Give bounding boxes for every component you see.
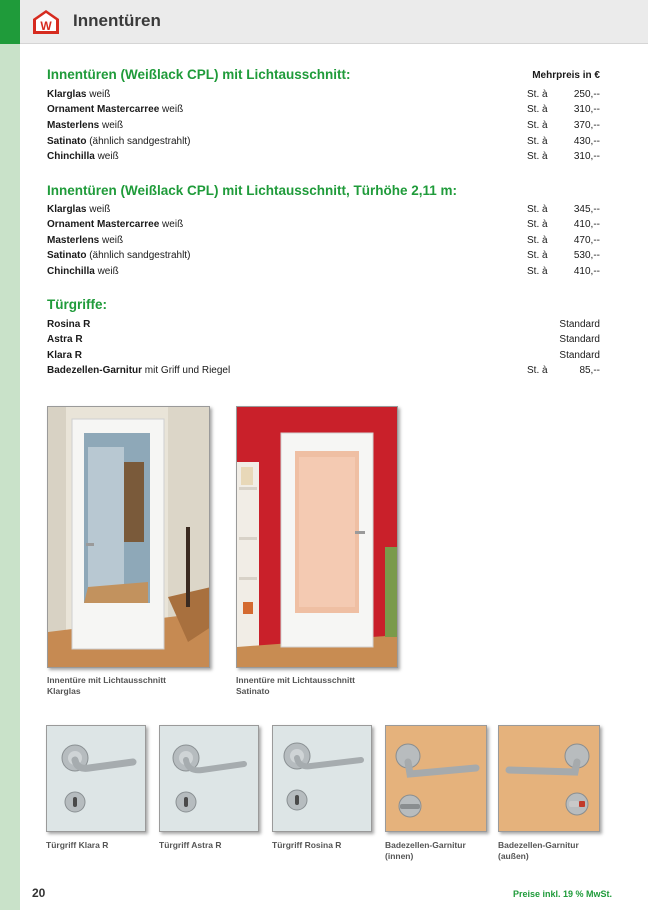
product-desc: weiß bbox=[159, 104, 184, 115]
product-desc: weiß bbox=[86, 89, 111, 100]
product-desc: weiß bbox=[94, 266, 119, 277]
unit-label: St. à bbox=[527, 136, 548, 147]
price-value: 470,-- bbox=[573, 235, 600, 246]
handle-photo-rosina bbox=[272, 725, 372, 832]
caption-line: Türgriff Klara R bbox=[46, 840, 109, 850]
handle-photo-bath-inside bbox=[385, 725, 487, 832]
caption-line: Badezellen-Garnitur bbox=[498, 840, 579, 850]
price-value: 85,-- bbox=[579, 365, 600, 376]
price-row bbox=[47, 350, 600, 365]
handle-photo-klara bbox=[46, 725, 146, 832]
price-row bbox=[47, 136, 600, 151]
price-row bbox=[47, 219, 600, 234]
price-row bbox=[47, 266, 600, 281]
caption-line: (innen) bbox=[385, 851, 414, 861]
price-column-header: Mehrpreis in € bbox=[532, 70, 600, 81]
product-name: Ornament Mastercarree bbox=[47, 104, 160, 115]
photo-caption bbox=[272, 840, 341, 851]
price-value: Standard bbox=[559, 334, 600, 345]
caption-line: (außen) bbox=[498, 851, 529, 861]
price-value: 430,-- bbox=[573, 136, 600, 147]
section-title-doors: Innentüren (Weißlack CPL) mit Lichtausschnitt: bbox=[47, 67, 351, 82]
product-name: Chinchilla bbox=[47, 151, 95, 162]
product-desc: (ähnlich sandgestrahlt) bbox=[86, 136, 191, 147]
price-value: 310,-- bbox=[573, 151, 600, 162]
product-desc: weiß bbox=[99, 120, 124, 131]
product-name: Badezellen-Garnitur bbox=[47, 365, 143, 376]
price-row bbox=[47, 250, 600, 265]
vat-note: Preise inkl. 19 % MwSt. bbox=[512, 889, 612, 899]
price-value: 410,-- bbox=[573, 266, 600, 277]
product-name: Klarglas bbox=[47, 89, 87, 100]
brand-logo-icon bbox=[32, 9, 60, 35]
unit-label: St. à bbox=[527, 266, 548, 277]
caption-line: Badezellen-Garnitur bbox=[385, 840, 466, 850]
caption-line: Türgriff Astra R bbox=[159, 840, 222, 850]
svg-text:W: W bbox=[40, 19, 52, 33]
caption-line: Klarglas bbox=[47, 686, 81, 696]
product-name: Satinato bbox=[47, 136, 87, 147]
unit-label: St. à bbox=[527, 219, 548, 230]
photo-caption bbox=[498, 840, 579, 862]
left-color-band bbox=[0, 0, 20, 910]
product-name: Ornament Mastercarree bbox=[47, 219, 160, 230]
product-desc: weiß bbox=[94, 151, 119, 162]
left-band-accent bbox=[0, 0, 20, 44]
product-desc: weiß bbox=[86, 204, 111, 215]
section-title-handles: Türgriffe: bbox=[47, 297, 107, 312]
product-desc: (ähnlich sandgestrahlt) bbox=[86, 250, 191, 261]
price-row bbox=[47, 120, 600, 135]
price-value: 310,-- bbox=[573, 104, 600, 115]
section-title-doors-211: Innentüren (Weißlack CPL) mit Lichtausschnitt, Türhöhe 2,11 m: bbox=[47, 183, 458, 198]
price-row bbox=[47, 89, 600, 104]
product-name: Astra R bbox=[47, 334, 83, 345]
price-row bbox=[47, 319, 600, 334]
price-value: 370,-- bbox=[573, 120, 600, 131]
handle-photo-bath-outside bbox=[498, 725, 600, 832]
unit-label: St. à bbox=[527, 204, 548, 215]
photo-caption bbox=[47, 675, 166, 697]
price-row bbox=[47, 104, 600, 119]
caption-line: Satinato bbox=[236, 686, 270, 696]
unit-label: St. à bbox=[527, 104, 548, 115]
price-row bbox=[47, 235, 600, 250]
price-value: 530,-- bbox=[573, 250, 600, 261]
product-desc: weiß bbox=[99, 235, 124, 246]
page-title: Innentüren bbox=[73, 11, 161, 30]
unit-label: St. à bbox=[527, 235, 548, 246]
price-value: Standard bbox=[559, 319, 600, 330]
caption-line: Innentüre mit Lichtausschnitt bbox=[236, 675, 356, 685]
unit-label: St. à bbox=[527, 151, 548, 162]
product-name: Satinato bbox=[47, 250, 87, 261]
caption-line: Türgriff Rosina R bbox=[272, 840, 342, 850]
product-name: Masterlens bbox=[47, 235, 100, 246]
price-value: Standard bbox=[559, 350, 600, 361]
price-row bbox=[47, 151, 600, 166]
unit-label: St. à bbox=[527, 120, 548, 131]
price-row bbox=[47, 365, 600, 380]
price-row bbox=[47, 204, 600, 219]
product-name: Klarglas bbox=[47, 204, 87, 215]
unit-label: St. à bbox=[527, 250, 548, 261]
price-row bbox=[47, 334, 600, 349]
price-value: 345,-- bbox=[573, 204, 600, 215]
price-value: 410,-- bbox=[573, 219, 600, 230]
unit-label: St. à bbox=[527, 89, 548, 100]
product-name: Masterlens bbox=[47, 120, 100, 131]
product-name: Rosina R bbox=[47, 319, 91, 330]
product-name: Chinchilla bbox=[47, 266, 95, 277]
photo-caption bbox=[46, 840, 108, 851]
page-number: 20 bbox=[32, 886, 46, 900]
caption-line: Innentüre mit Lichtausschnitt bbox=[47, 675, 167, 685]
unit-label: St. à bbox=[527, 365, 548, 376]
door-photo-satinato bbox=[236, 406, 398, 668]
photo-caption bbox=[236, 675, 355, 697]
product-desc: weiß bbox=[159, 219, 184, 230]
photo-caption bbox=[159, 840, 222, 851]
handle-photo-astra bbox=[159, 725, 259, 832]
price-value: 250,-- bbox=[573, 89, 600, 100]
product-name: Klara R bbox=[47, 350, 83, 361]
door-photo-klarglas bbox=[47, 406, 210, 668]
product-desc: mit Griff und Riegel bbox=[142, 365, 231, 376]
page-header bbox=[20, 0, 648, 44]
photo-caption bbox=[385, 840, 466, 862]
